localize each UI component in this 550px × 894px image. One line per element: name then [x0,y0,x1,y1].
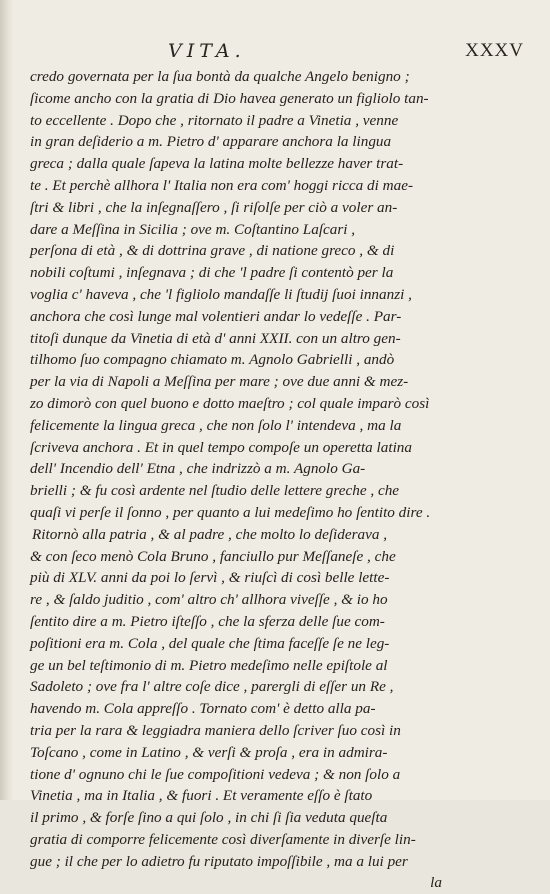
text-line: ſtri & libri , che la inſegnaſſero , ſi riſolſe per ciò a voler an- [30,198,398,216]
text-line: per la via di Napoli a Meſſina per mare ; ove due anni & mez- [30,373,409,391]
text-line: gratia di comporre felicemente così diverſamente in diverſe lin- [30,830,416,848]
running-title: VITA. [168,40,246,62]
page-number: XXXV [465,40,524,61]
text-line: gue ; il che per lo adietro fu riputato impoſſibile , ma a lui per [30,852,408,870]
text-line: & con ſeco menò Cola Bruno , fanciullo pur Meſſaneſe , che [30,547,396,565]
text-line: havendo m. Cola appreſſo . Tornato com' è detto alla pa- [30,700,376,718]
text-line: ſicome ancho con la gratia di Dio havea generato un figliolo tan- [30,89,429,107]
text-line: Vinetia , ma in Italia , & fuori . Et veramente eſſo è ſtato [30,787,373,805]
text-line: tione d' ognuno chi le ſue compoſitioni vedeva ; & non ſolo a [30,765,401,783]
text-line: anchora che così lunge mal volentieri andar lo vedeſſe . Par- [30,307,402,325]
text-line: perſona di età , & di dottrina grave , di natione greco , & di [30,242,395,260]
text-line: dell' Incendio dell' Etna , che indrizzò a m. Agnolo Ga- [30,460,366,478]
text-line: nobili coſtumi , inſegnava ; di che 'l padre ſi contentò per la [30,264,394,282]
text-line: credo governata per la ſua bontà da qualche Angelo benigno ; [30,68,410,85]
text-line: quaſi vi perſe il ſonno , per quanto a lui medeſimo ho ſentito dire . [30,503,431,521]
text-line: felicemente la lingua greca , che non ſolo l' intendeva , ma la [30,416,402,434]
text-line: dare a Meſſina in Sicilia ; ove m. Coſtantino Laſcari , [30,220,356,238]
text-line: Toſcano , come in Latino , & verſi & proſa , era in admira- [30,743,388,761]
text-line: tria per la rara & leggiadra maniera dello ſcriver ſuo così in [30,721,401,739]
body-text [30,66,538,894]
text-line: zo dimorò con quel buono e dotto maeſtro ; col quale imparò così [30,394,430,412]
text-line: in gran deſiderio a m. Pietro d' apparare anchora la lingua [30,133,392,151]
running-head [0,40,550,68]
text-line: ſcriveva anchora . Et in quel tempo compoſe un operetta latina [30,438,412,456]
text-line: titoſi dunque da Vinetia di età d' anni XXII. con un altro gen- [30,329,401,347]
text-line: voglia c' haveva , che 'l figliolo mandaſſe li ſtudij ſuoi innanzi , [30,285,412,303]
catchword: la [430,874,442,892]
text-line: Sadoleto ; ove fra l' altre coſe dice , parergli di eſſer un Re , [30,678,394,696]
text-line: ſentito dire a m. Pietro iſteſſo , che la sferza delle ſue com- [30,612,385,630]
text-line: più di XLV. anni da poi lo ſervì , & riuſcì di così belle lette- [30,569,390,587]
text-line: tilhomo ſuo compagno chiamato m. Agnolo Gabrielli , andò [30,351,395,369]
text-line: te . Et perchè allhora l' Italia non era com' hoggi ricca di mae- [30,176,414,194]
text-line: ge un bel teſtimonio di m. Pietro medeſimo nelle epiſtole al [30,656,388,674]
text-line: re , & ſaldo juditio , com' altro ch' allhora viveſſe , & io ho [30,591,388,609]
text-line: brielli ; & fu così ardente nel ſtudio delle lettere greche , che [30,482,400,500]
text-line: poſitioni era m. Cola , del quale che ſtima faceſſe ſe ne leg- [30,634,390,652]
text-line: Ritornò alla patria , & al padre , che molto lo deſiderava , [32,525,388,543]
text-line: to eccellente . Dopo che , ritornato il padre a Vinetia , venne [30,111,399,129]
text-line: il primo , & forſe ſino a qui ſolo , in chi ſi ſia veduta queſta [30,809,388,827]
text-line: greca ; dalla quale ſapeva la latina molte bellezze haver trat- [30,155,404,173]
